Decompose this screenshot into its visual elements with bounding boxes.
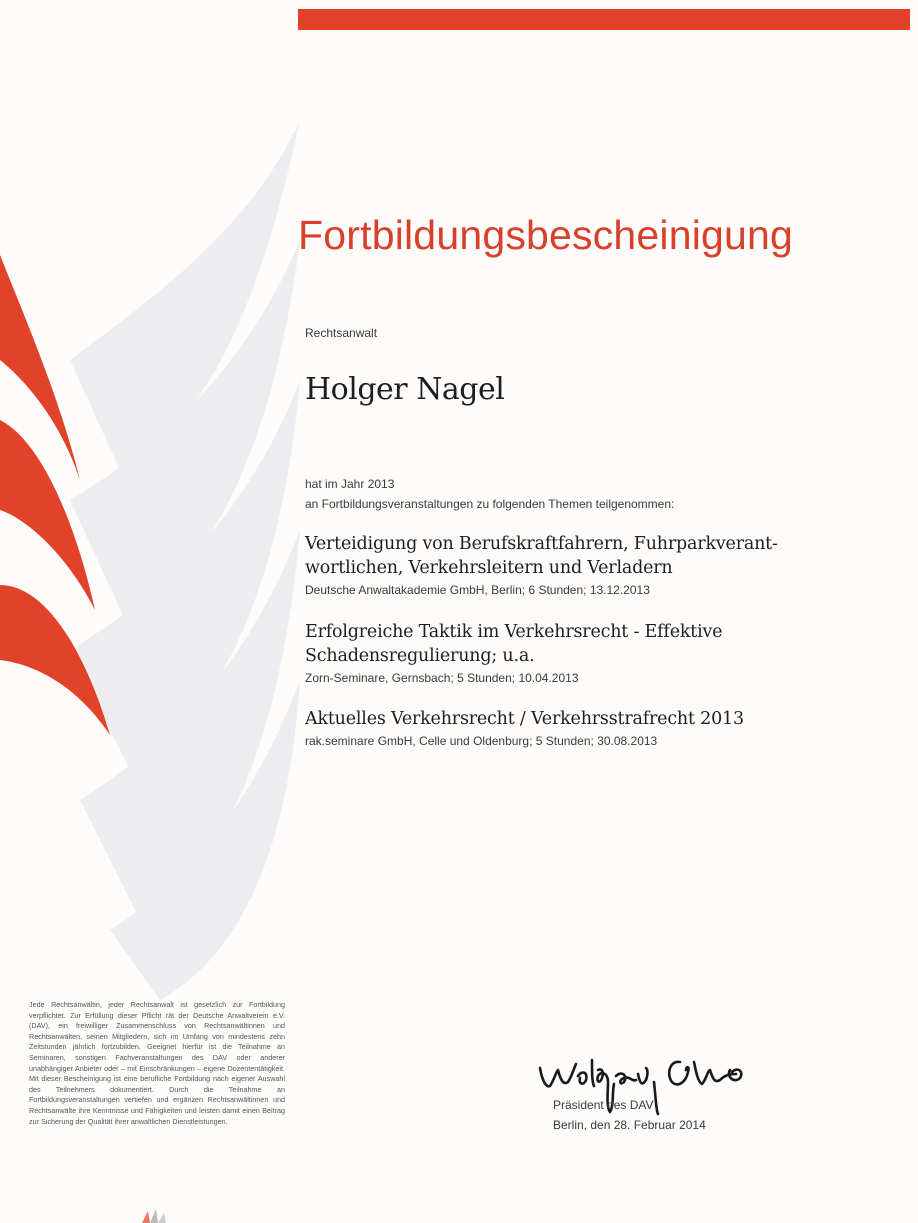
topic-meta: Zorn-Seminare, Gernsbach; 5 Stunden; 10.04.2013 bbox=[305, 671, 579, 685]
legal-footnote: Jede Rechtsanwältin, jeder Rechtsanwalt ist gesetzlich zur Fortbildung verpflichtet. Zur Erfüllung dieser Pflicht rät der Deutsche Anwaltverein e.V. (DAV), ein freiwilliger Zusammenschluss von Rechtsanwältinnen und Rechtsanwälten, seinen Mitgliedern, sich im Umfang von mindestens zehn Zeitstunden jährlich fortzubilden. Geeignet hierfür ist die Teilnahme an Seminaren, sonstigen Fachveranstaltungen des DAV oder anderer unabhängiger Anbieter oder – mit Einschränkungen – eigene Dozententätigkeit. Mit dieser Bescheinigung ist eine berufliche Fortbildung nach eigener Auswahl des Teilnehmers dokumentiert. Durch die Teilnahme an Fortbildungsveranstaltungen vertiefen und ergänzen Rechtsanwältinnen und Rechtsanwälte ihre Kenntnisse und Fähigkeiten und leisten damit einen Beitrag zur Sicherung der Qualität ihrer anwaltlichen Dienstleistungen. bbox=[29, 1000, 285, 1126]
topic-item bbox=[305, 707, 895, 750]
topic-title-line: Verteidigung von Berufskraftfahrern, Fuhrparkverant- bbox=[305, 534, 778, 554]
topic-title-line: Erfolgreiche Taktik im Verkehrsrecht - Effektive bbox=[305, 622, 723, 642]
signatory-title: Präsident des DAV bbox=[553, 1098, 654, 1112]
recipient-role: Rechtsanwalt bbox=[305, 326, 378, 340]
topic-title-line: wortlichen, Verkehrsleitern und Verladern bbox=[305, 558, 673, 578]
intro-line-topics: an Fortbildungsveranstaltungen zu folgenden Themen teilgenommen: bbox=[305, 497, 675, 511]
intro-line-year: hat im Jahr 2013 bbox=[305, 477, 395, 491]
topic-meta: rak.seminare GmbH, Celle und Oldenburg; 5 Stunden; 30.08.2013 bbox=[305, 734, 658, 748]
topic-title-line: Schadensregulierung; u.a. bbox=[305, 646, 535, 666]
recipient-name: Holger Nagel bbox=[305, 372, 505, 407]
certificate-title: Fortbildungsbescheinigung bbox=[298, 212, 794, 258]
topic-meta: Deutsche Anwaltakademie GmbH, Berlin; 6 Stunden; 13.12.2013 bbox=[305, 583, 650, 597]
topic-title-line: Aktuelles Verkehrsrecht / Verkehrsstrafrecht 2013 bbox=[305, 709, 744, 729]
dav-logo-icon bbox=[140, 1205, 168, 1223]
topic-item bbox=[305, 532, 895, 599]
topic-item bbox=[305, 620, 895, 687]
intro-text bbox=[305, 474, 674, 514]
place-and-date: Berlin, den 28. Februar 2014 bbox=[553, 1118, 706, 1132]
